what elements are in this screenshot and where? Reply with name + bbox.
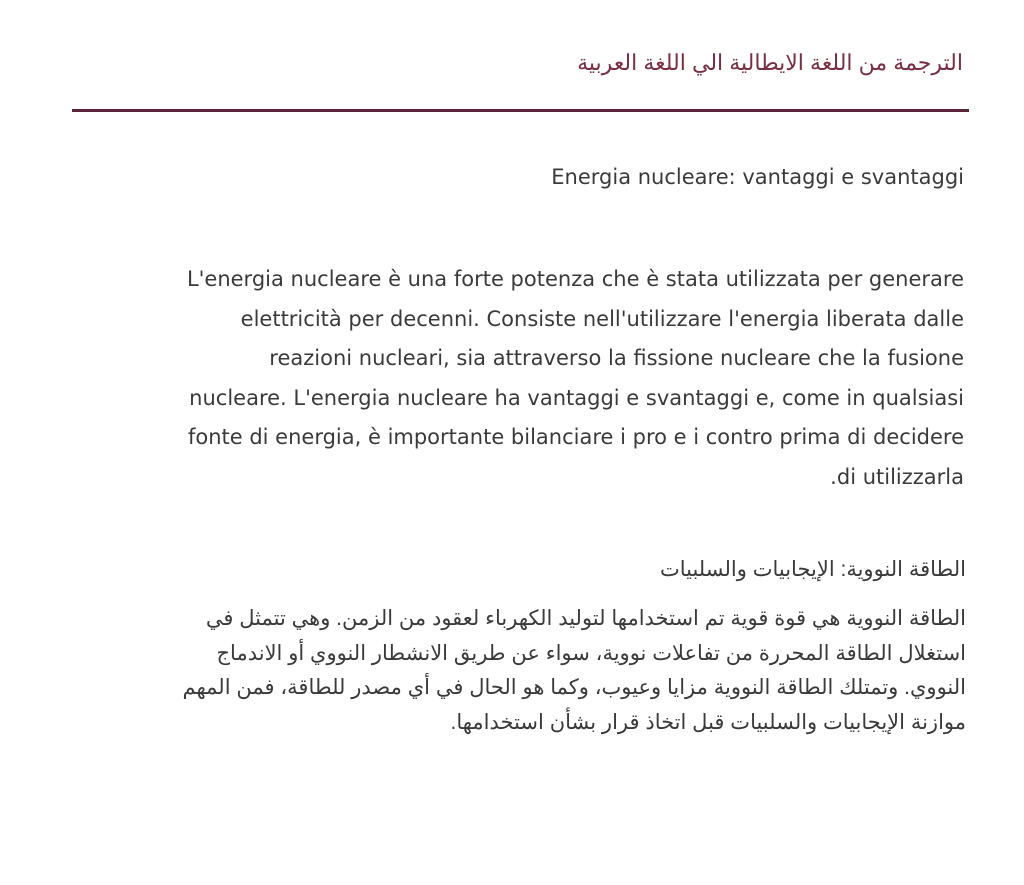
page-header <box>72 44 969 112</box>
arabic-line: موازنة الإيجابيات والسلبيات قبل اتخاذ قرار بشأن استخدامها. <box>450 710 966 734</box>
italian-line: di utilizzarla. <box>830 464 964 489</box>
italian-line: elettricità per decenni. Consiste nell'utilizzare l'energia liberata dalle <box>240 306 964 331</box>
arabic-heading: الطاقة النووية: الإيجابيات والسلبيات <box>659 558 966 581</box>
italian-paragraph <box>59 260 964 497</box>
italian-line: fonte di energia, è importante bilanciare i pro e i contro prima di decidere <box>187 425 964 449</box>
arabic-line: الطاقة النووية هي قوة قوية تم استخدامها لتوليد الكهرباء لعقود من الزمن. وهي تتمثل في <box>205 607 966 630</box>
page-title: الترجمة من اللغة الايطالية الي اللغة العربية <box>577 50 963 75</box>
italian-heading: Energia nucleare: vantaggi e svantaggi <box>551 165 964 189</box>
arabic-line: استغلال الطاقة المحررة من تفاعلات نووية، سواء عن طريق الانشطار النووي أو الاندماج <box>216 641 966 665</box>
arabic-line: النووي. وتمتلك الطاقة النووية مزايا وعيوب، وكما هو الحال في أي مصدر للطاقة، فمن المهم <box>182 676 966 699</box>
italian-line: L'energia nucleare è una forte potenza che è stata utilizzata per generare <box>186 267 964 291</box>
italian-line: nucleare. L'energia nucleare ha vantaggi e svantaggi e, come in qualsiasi <box>189 385 964 410</box>
arabic-paragraph <box>66 602 966 740</box>
italian-line: reazioni nucleari, sia attraverso la fissione nucleare che la fusione <box>269 346 964 370</box>
